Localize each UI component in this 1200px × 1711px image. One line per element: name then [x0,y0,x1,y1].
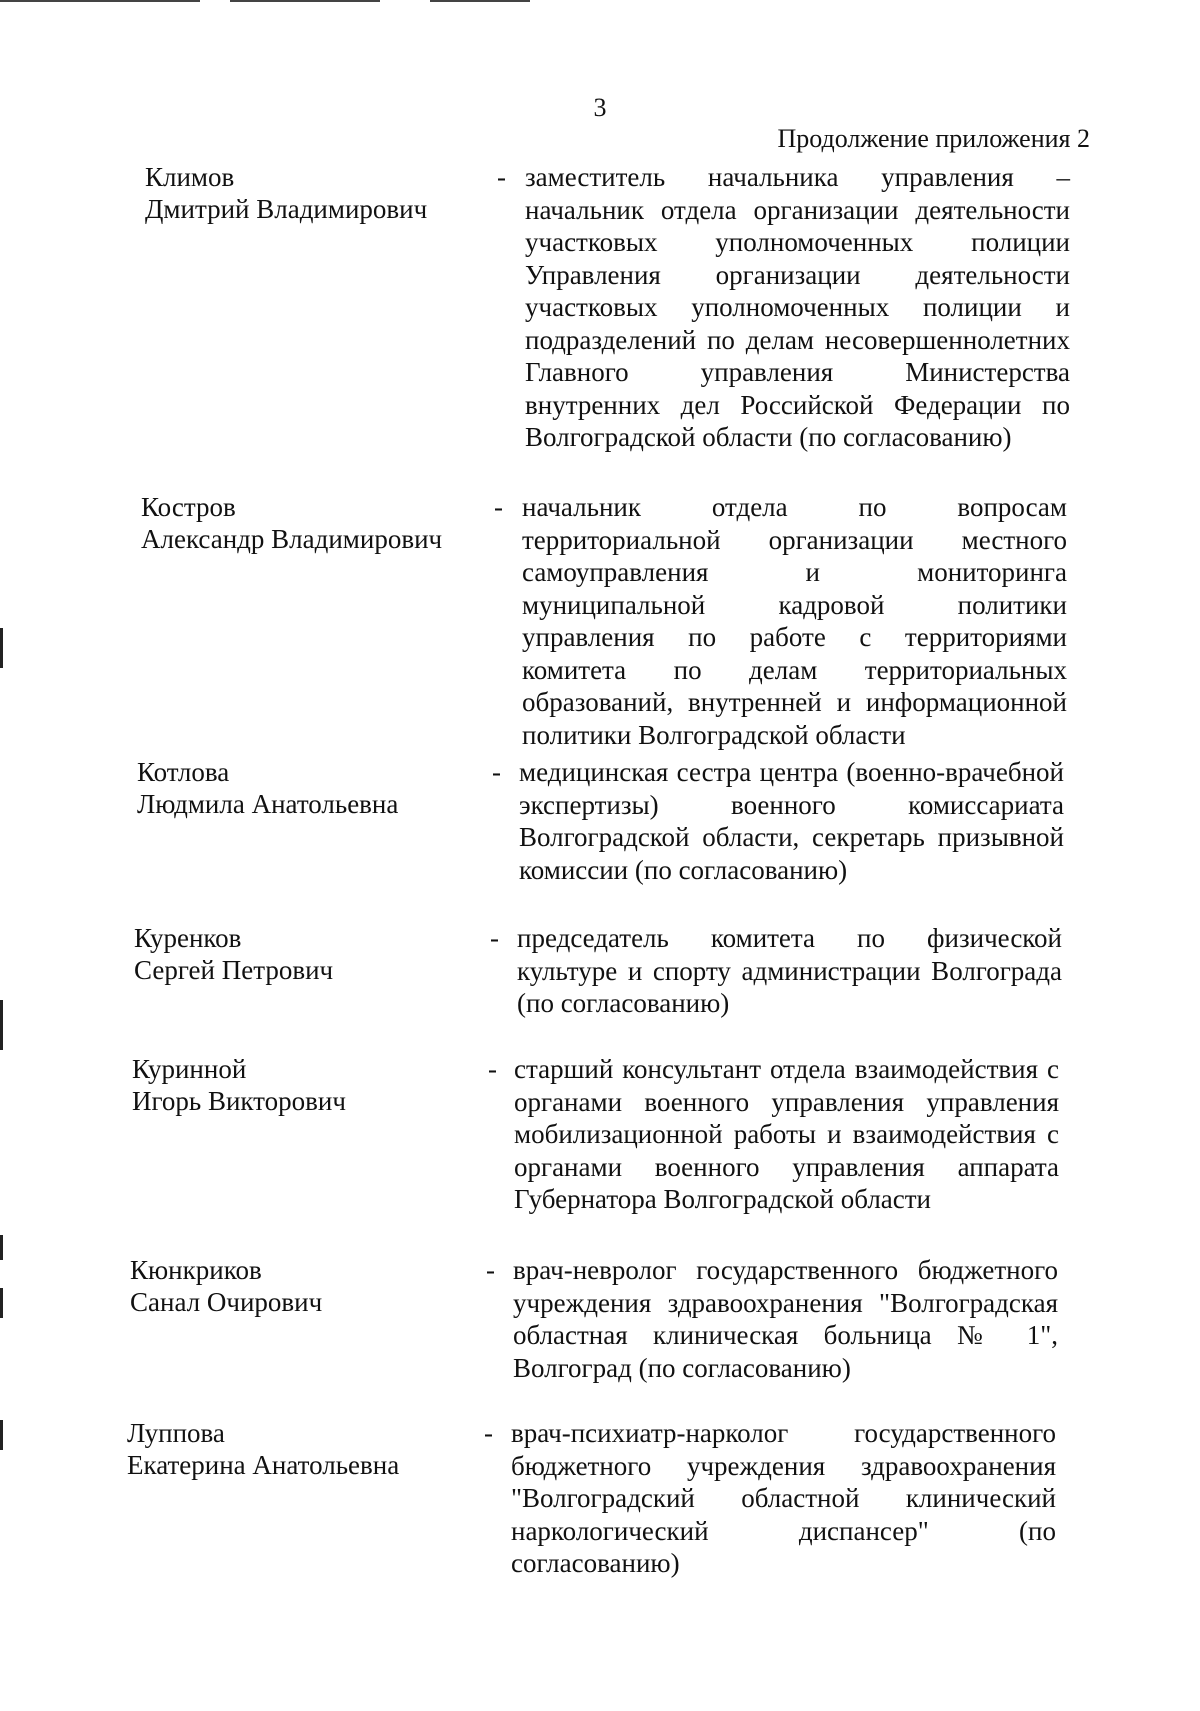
member-surname: Куренков [134,923,242,953]
member-given-name: Александр Владимирович [141,524,443,554]
member-position: старший консультант отдела взаимодействия с органами военного управления управления мобилизационной работы и взаимодействия с органами военного управления аппарата Губернатора Волгоградской области [514,1054,1059,1214]
dash-separator: - [490,923,499,953]
member-given-name: Санал Очирович [130,1287,323,1317]
dash-separator: - [492,757,501,787]
scan-edge-mark [0,1235,3,1260]
scan-edge-mark [0,1288,3,1318]
dash-separator: - [494,492,503,522]
dash-separator: - [497,162,506,192]
member-given-name: Людмила Анатольевна [137,789,399,819]
member-position: председатель комитета по физической культуре и спорту администрации Волгограда (по согласованию) [517,923,1062,1018]
dash-separator: - [484,1418,493,1448]
scan-edge-line [430,0,530,2]
member-given-name: Игорь Викторович [132,1086,346,1116]
scan-edge-line [0,0,200,2]
member-name [134,922,333,986]
member-given-name: Сергей Петрович [134,955,334,985]
appendix-continuation-label: Продолжение приложения 2 [777,124,1090,153]
member-surname: Климов [145,162,235,192]
member-position: врач-психиатр-нарколог государственного бюджетного учреждения здравоохранения "Волгоградский областной клинический наркологический диспансер" (по согласованию) [511,1418,1056,1578]
member-position: медицинская сестра центра (военно-врачебной экспертизы) военного комиссариата Волгоградской области, секретарь призывной комиссии (по согласованию) [519,757,1064,885]
scan-edge-line [230,0,380,2]
scan-edge-mark [0,1000,3,1050]
member-name [127,1417,399,1481]
member-name [132,1053,346,1117]
member-surname: Луппова [127,1418,225,1448]
member-surname: Кюнкриков [130,1255,262,1285]
member-surname: Котлова [137,757,230,787]
member-name [137,756,398,820]
member-position: начальник отдела по вопросам территориальной организации местного самоуправления и мониторинга муниципальной кадровой политики управления по работе с территориями комитета по делам территориальных образований, внутренней и информационной политики Волгоградской области [522,492,1067,750]
member-surname: Костров [141,492,236,522]
dash-separator: - [488,1054,497,1084]
member-position: врач-невролог государственного бюджетного учреждения здравоохранения "Волгоградская областная клиническая больница № 1", Волгоград (по согласованию) [513,1255,1058,1383]
member-given-name: Екатерина Анатольевна [127,1450,400,1480]
member-position: заместитель начальника управления – начальник отдела организации деятельности участковых уполномоченных полиции Управления организации деятельности участковых уполномоченных полиции и подразделений по делам несовершеннолетних Главного управления Министерства внутренних дел Российской Федерации по Волгоградской области (по согласованию) [525,162,1070,452]
member-surname: Куринной [132,1054,247,1084]
member-name [130,1254,322,1318]
member-name [141,491,442,555]
member-given-name: Дмитрий Владимирович [145,194,428,224]
dash-separator: - [486,1255,495,1285]
member-name [145,161,427,225]
scan-edge-mark [0,1420,3,1450]
page-number: 3 [593,93,607,122]
scan-edge-mark [0,628,3,668]
